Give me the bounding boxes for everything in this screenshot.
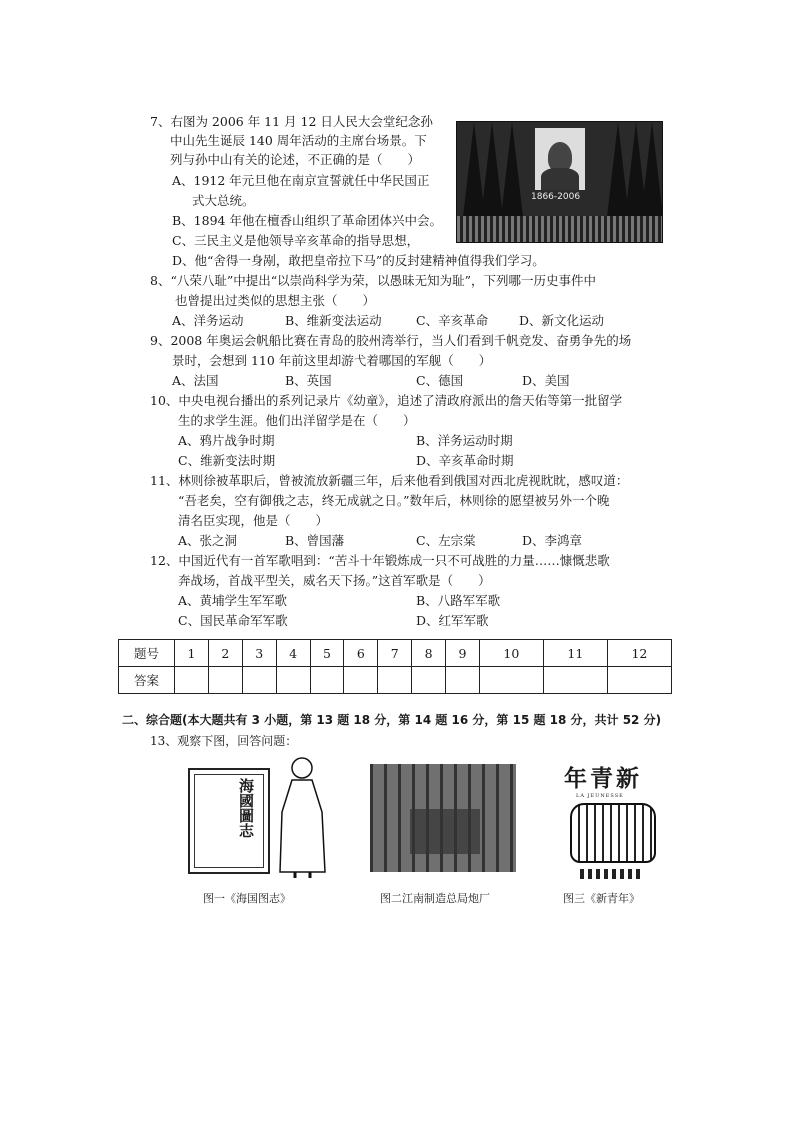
answer-cell[interactable] bbox=[175, 667, 209, 694]
answer-cell[interactable] bbox=[344, 667, 378, 694]
q10-option-c: C、维新变法时期 bbox=[178, 453, 276, 468]
cover-title: 年青新 bbox=[564, 766, 642, 792]
q8-option-d: D、新文化运动 bbox=[519, 313, 605, 328]
q8-stem-line-2: 也曾提出过类似的思想主张（ ） bbox=[175, 293, 376, 308]
q13-prompt: 13、观察下图，回答问题： bbox=[150, 734, 298, 748]
q11-option-a: A、张之洞 bbox=[178, 533, 238, 548]
q10-option-b: B、洋务运动时期 bbox=[416, 433, 513, 448]
answer-cell[interactable] bbox=[412, 667, 446, 694]
figure-1-caption: 图一《海国图志》 bbox=[203, 892, 291, 905]
answer-cell[interactable] bbox=[479, 667, 543, 694]
q7-option-b: B、1894 年他在檀香山组织了革命团体兴中会。 bbox=[172, 213, 442, 228]
q12-option-b: B、八路军军歌 bbox=[416, 593, 501, 608]
question-number: 4 bbox=[276, 640, 310, 667]
q11-option-d: D、李鸿章 bbox=[522, 533, 583, 548]
answer-cell[interactable] bbox=[310, 667, 344, 694]
q10-option-d: D、辛亥革命时期 bbox=[416, 453, 514, 468]
q10-stem-line-1: 10、中央电视台播出的系列记录片《幼童》，追述了清政府派出的詹天佑等第一批留学 bbox=[150, 393, 623, 408]
q7-stem-line-3: 列与孙中山有关的论述，不正确的是（ ） bbox=[170, 152, 421, 167]
q9-option-b: B、英国 bbox=[285, 373, 332, 388]
answer-cell[interactable] bbox=[543, 667, 607, 694]
question-number-row bbox=[119, 640, 672, 667]
q8-option-a: A、洋务运动 bbox=[172, 313, 244, 328]
q9-stem-line-1: 9、2008 年奥运会帆船比赛在青岛的胶州湾举行，当人们看到千帆竞发、奋勇争先的场 bbox=[150, 333, 632, 348]
answer-cell[interactable] bbox=[607, 667, 671, 694]
haiguo-tuzhi-cover bbox=[188, 768, 270, 874]
question-number: 1 bbox=[175, 640, 209, 667]
figure-3-caption: 图三《新青年》 bbox=[563, 892, 640, 905]
q11-option-b: B、曾国藩 bbox=[285, 533, 345, 548]
photo-caption-years: 1866-2006 bbox=[531, 192, 581, 202]
q7-option-a-cont: 式大总统。 bbox=[192, 193, 255, 208]
figure-2-caption: 图二江南制造总局炮厂 bbox=[380, 892, 490, 905]
wei-yuan-figure bbox=[270, 752, 340, 882]
question-number: 7 bbox=[378, 640, 412, 667]
q9-option-a: A、法国 bbox=[172, 373, 219, 388]
q7-option-c: C、三民主义是他领导辛亥革命的指导思想， bbox=[172, 233, 420, 248]
sun-yatsen-commemoration-photo bbox=[456, 121, 663, 243]
answer-cell[interactable] bbox=[446, 667, 480, 694]
q7-option-a: A、1912 年元旦他在南京宣誓就任中华民国正 bbox=[172, 173, 430, 188]
q8-option-b: B、维新变法运动 bbox=[285, 313, 382, 328]
jiangnan-arsenal-photo bbox=[370, 764, 516, 872]
q9-stem-line-2: 景时，会想到 110 年前这里却游弋着哪国的军舰（ ） bbox=[172, 353, 492, 368]
answer-cell[interactable] bbox=[242, 667, 276, 694]
answer-cell[interactable] bbox=[276, 667, 310, 694]
question-number: 8 bbox=[412, 640, 446, 667]
cover-title: 海國圖志 bbox=[237, 778, 255, 838]
portrait bbox=[535, 128, 585, 190]
answer-table bbox=[118, 639, 672, 694]
q12-stem-line-2: 奔战场，首战平型关，威名天下扬。”这首军歌是（ ） bbox=[178, 573, 491, 588]
q7-option-d: D、他“舍得一身剐，敢把皇帝拉下马”的反封建精神值得我们学习。 bbox=[172, 253, 545, 268]
answer-cell[interactable] bbox=[378, 667, 412, 694]
cover-subtitle: LA JEUNESSE bbox=[576, 793, 624, 799]
question-number: 2 bbox=[208, 640, 242, 667]
q7-stem-line-2: 中山先生诞辰 140 周年活动的主席台场景。下 bbox=[170, 133, 427, 148]
q11-stem-line-3: 清名臣实现，他是（ ） bbox=[178, 513, 329, 528]
q12-option-c: C、国民革命军军歌 bbox=[178, 613, 288, 628]
q12-option-d: D、红军军歌 bbox=[416, 613, 489, 628]
q11-option-c: C、左宗棠 bbox=[416, 533, 476, 548]
question-number: 5 bbox=[310, 640, 344, 667]
row-label: 题号 bbox=[119, 640, 175, 667]
question-number: 10 bbox=[479, 640, 543, 667]
question-number: 12 bbox=[607, 640, 671, 667]
section-2-heading: 二、综合题(本大题共有 3 小题，第 13 题 18 分，第 14 题 16 分，第 15 题 18 分，共计 52 分) bbox=[122, 713, 662, 727]
q8-option-c: C、辛亥革命 bbox=[416, 313, 489, 328]
question-number: 9 bbox=[446, 640, 480, 667]
q10-stem-line-2: 生的求学生涯。他们出洋留学是在（ ） bbox=[178, 413, 416, 428]
q11-stem-line-2: “吾老矣，空有御俄之志，终无成就之日。”数年后，林则徐的愿望被另外一个晚 bbox=[178, 493, 610, 508]
q11-stem-line-1: 11、林则徐被革职后，曾被流放新疆三年，后来他看到俄国对西北虎视眈眈，感叹道： bbox=[150, 473, 629, 488]
row-label: 答案 bbox=[119, 667, 175, 694]
q8-stem-line-1: 8、“八荣八耻”中提出“以崇尚科学为荣，以愚昧无知为耻”，下列哪一历史事件中 bbox=[150, 273, 597, 288]
answer-row bbox=[119, 667, 672, 694]
question-number: 11 bbox=[543, 640, 607, 667]
q10-option-a: A、鸦片战争时期 bbox=[178, 433, 275, 448]
answer-cell[interactable] bbox=[208, 667, 242, 694]
question-number: 6 bbox=[344, 640, 378, 667]
q12-option-a: A、黄埔学生军军歌 bbox=[178, 593, 288, 608]
q7-stem-line-1: 7、右图为 2006 年 11 月 12 日人民大会堂纪念孙 bbox=[150, 114, 433, 129]
q9-option-c: C、德国 bbox=[416, 373, 464, 388]
q9-option-d: D、美国 bbox=[522, 373, 570, 388]
q12-stem-line-1: 12、中国近代有一首军歌唱到：“苦斗十年锻炼成一只不可战胜的力量……慷慨悲歌 bbox=[150, 553, 610, 568]
question-number: 3 bbox=[242, 640, 276, 667]
new-youth-cover bbox=[564, 760, 668, 878]
